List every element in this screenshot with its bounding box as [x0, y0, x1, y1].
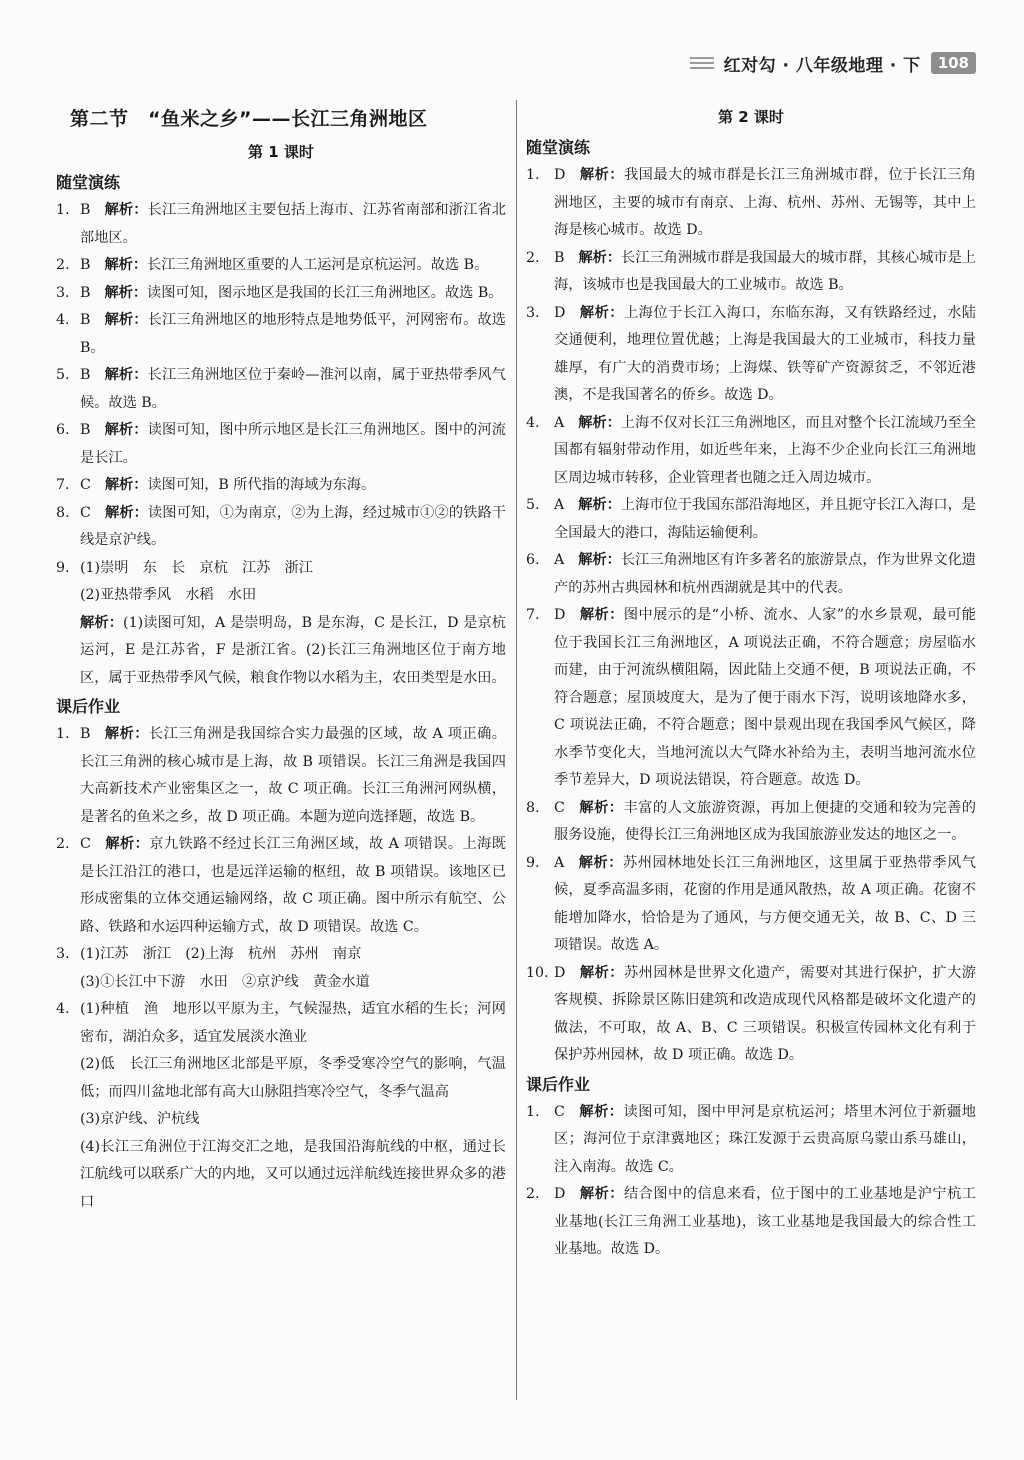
header-stripes-icon: [690, 57, 714, 69]
analysis-label: 解析：: [579, 964, 624, 981]
analysis-text: 苏州园林是世界文化遗产，需要对其进行保护，扩大游客规模、拆除景区陈旧建筑和改造成现代风格都是破坏文化遗产的做法，不可取，故 A、B、C 三项错误。积极宣传园林文化有利于保护苏州园林，故 D 项正确。故选 D。: [554, 964, 976, 1063]
answer-choice: D: [554, 607, 566, 623]
item-number: 5.: [56, 367, 70, 383]
item-number: 4.: [526, 414, 540, 431]
analysis-text: 读图可知，图示地区是我国的长江三角洲地区。故选 B。: [147, 284, 503, 301]
section-title: 第二节 “鱼米之乡”——长江三角洲地区: [70, 108, 428, 130]
analysis-text: 读图可知，B 所代指的海域为东海。: [147, 477, 376, 493]
analysis-text: 结合图中的信息来看，位于图中的工业基地是沪宁杭工业基地(长江三角洲工业基地)，该工业基地是我国最大的综合性工业基地。故选 D。: [554, 1186, 976, 1257]
analysis-label: 解析：: [579, 304, 624, 321]
right-column: [526, 100, 976, 1264]
item-number: 1.: [56, 202, 70, 218]
analysis-text: 长江三角洲是我国综合实力最强的区域，故 A 项正确。长江三角洲的核心城市是上海，故 B 项错误。长江三角洲是我国四大高新技术产业密集区之一，故 C 项正确。长江三角洲河网纵横，是著名的鱼米之乡，故 D 项正确。本题为逆向选择题，故选 B。: [80, 726, 506, 825]
analysis-text: 读图可知，①为南京，②为上海，经过城市①②的铁路干线是京沪线。: [80, 504, 506, 548]
analysis-label: 解析：: [578, 249, 622, 266]
answer-item: [56, 307, 506, 362]
analysis-text: 苏州园林地处长江三角洲地区，这里属于亚热带季风气候，夏季高温多雨，花窗的作用是通风散热，故 A 项正确。花窗不能增加降水，恰恰是为了通风，与方便交通无关，故 B、C、D 三项错误。故选 A。: [554, 854, 976, 953]
lesson-title: 第 1 课时: [248, 143, 314, 161]
answer-item: [526, 300, 976, 410]
analysis-label: 解析：: [579, 1186, 624, 1202]
answer-line: (1)江苏 浙江 (2)上海 杭州 苏州 南京: [80, 946, 362, 962]
answer-item: [526, 1181, 976, 1264]
analysis-label: 解析：: [104, 477, 148, 493]
analysis-text: (1)读图可知，A 是崇明岛，B 是东海，C 是长江，D 是京杭运河，E 是江苏省，F 是浙江省。(2)长江三角洲地区位于南方地区，属于亚热带季风气候，粮食作物以水稻为主，农田类型是水田。: [80, 614, 506, 686]
analysis-text: 长江三角洲地区的地形特点是地势低平，河网密布。故选 B。: [80, 312, 506, 356]
answer-item: [56, 252, 506, 280]
analysis-text: 上海市位于我国东部沿海地区，并且扼守长江入海口，是全国最大的港口，海陆运输便利。: [554, 497, 976, 541]
analysis-label: 解析：: [104, 726, 149, 742]
item-number: 2.: [526, 249, 540, 266]
page-number: 108: [931, 52, 976, 74]
left-column: [56, 100, 506, 1216]
answer-choice: A: [554, 497, 565, 513]
item-number: 8.: [56, 504, 70, 521]
item-number: 8.: [526, 799, 540, 816]
analysis-text: 长江三角洲地区主要包括上海市、江苏省南部和浙江省北部地区。: [80, 202, 506, 246]
analysis-label: 解析：: [578, 854, 623, 871]
answer-item: [526, 410, 976, 493]
analysis-label: 解析：: [104, 312, 148, 328]
answer-item: [56, 362, 506, 417]
page-header: [690, 50, 976, 76]
item-number: 3.: [56, 284, 70, 301]
analysis-label: 解析：: [104, 284, 148, 301]
answer-line: (3)①长江中下游 水田 ②京沪线 黄金水道: [80, 973, 370, 990]
answer-choice: A: [554, 552, 565, 568]
item-number: 4.: [56, 1001, 70, 1017]
answer-item: [526, 245, 976, 300]
answer-line: (3)京沪线、沪杭线: [80, 1111, 200, 1127]
analysis-label: 解析：: [104, 202, 148, 218]
answer-choice: D: [554, 1186, 566, 1202]
answer-item: [526, 850, 976, 960]
answer-item: [56, 500, 506, 555]
answer-item: [526, 547, 976, 602]
answer-choice: B: [80, 367, 91, 383]
answer-item: [56, 831, 506, 941]
answer-item: [56, 417, 506, 472]
answer-choice: B: [80, 202, 91, 218]
item-number: 7.: [56, 477, 70, 493]
item-number: 2.: [526, 1186, 540, 1202]
answer-choice: D: [554, 964, 566, 981]
analysis-text: 长江三角洲地区有许多著名的旅游景点，作为世界文化遗产的苏州古典园林和杭州西湖就是其中的代表。: [554, 552, 976, 596]
analysis-label: 解析：: [80, 614, 124, 631]
answer-choice: B: [80, 726, 91, 742]
answer-choice: B: [80, 312, 91, 328]
answer-item: [56, 280, 506, 308]
analysis-block: [56, 610, 506, 693]
answer-item: [56, 197, 506, 252]
answer-line: (1)种植 渔 地形以平原为主，气候湿热，适宜水稻的生长；河网密布，湖泊众多，适宜发展淡水渔业: [80, 1001, 506, 1045]
analysis-label: 解析：: [578, 497, 621, 513]
analysis-label: 解析：: [104, 257, 148, 273]
homework-heading: 课后作业: [56, 697, 121, 716]
item-number: 1.: [526, 1103, 540, 1120]
item-number: 3.: [56, 946, 70, 962]
answer-choice: D: [554, 167, 566, 183]
answer-item: [526, 492, 976, 547]
item-number: 1.: [526, 167, 540, 183]
answer-choice: D: [554, 304, 566, 321]
answer-item: [526, 960, 976, 1070]
analysis-label: 解析：: [104, 422, 148, 438]
answer-item: [526, 1099, 976, 1182]
analysis-text: 长江三角洲地区重要的人工运河是京杭运河。故选 B。: [147, 257, 489, 273]
item-number: 1.: [56, 726, 70, 742]
analysis-text: 长江三角洲地区位于秦岭—淮河以南，属于亚热带季风气候。故选 B。: [80, 367, 506, 411]
item-number: 9.: [56, 559, 70, 576]
analysis-label: 解析：: [578, 1103, 624, 1120]
practice-heading: 随堂演练: [56, 173, 121, 192]
analysis-label: 解析：: [579, 167, 624, 183]
item-number: 4.: [56, 312, 70, 328]
answer-item-3: [56, 941, 506, 969]
answer-choice: C: [554, 1103, 565, 1120]
answer-item: [526, 795, 976, 850]
column-divider: [516, 100, 517, 1400]
item-number: 9.: [526, 854, 540, 871]
answer-item: [526, 602, 976, 795]
item-number: 6.: [526, 552, 540, 568]
item-number: 6.: [56, 422, 70, 438]
item-number: 3.: [526, 304, 540, 321]
book-title: 红对勾 · 八年级地理 · 下: [723, 55, 921, 76]
lesson-title: 第 2 课时: [718, 108, 784, 126]
analysis-label: 解析：: [578, 799, 624, 816]
answer-item-9: [56, 555, 506, 583]
item-number: 2.: [56, 836, 70, 852]
homework-heading: 课后作业: [526, 1074, 591, 1094]
answer-choice: B: [80, 257, 91, 273]
analysis-text: 丰富的人文旅游资源，再加上便捷的交通和较为完善的服务设施，使得长江三角洲地区成为我国旅游业发达的地区之一。: [554, 799, 976, 843]
analysis-label: 解析：: [578, 414, 621, 431]
answer-line: (2)低 长江三角洲地区北部是平原，冬季受寒冷空气的影响，气温低；而四川盆地北部有高大山脉阻挡寒冷空气，冬季气温高: [80, 1056, 506, 1100]
analysis-text: 上海不仅对长江三角洲地区，而且对整个长江流域乃至全国都有辐射带动作用，如近些年来，上海不少企业向长江三角洲地区周边城市转移，企业管理者也随之迁入周边城市。: [554, 414, 976, 486]
answer-choice: C: [80, 477, 91, 493]
answer-line: (2)亚热带季风 水稻 水田: [80, 587, 257, 603]
practice-heading: 随堂演练: [526, 138, 591, 157]
answer-choice: B: [80, 284, 91, 301]
analysis-text: 读图可知，图中甲河是京杭运河；塔里木河位于新疆地区；海河位于京津冀地区；珠江发源于云贵高原乌蒙山系马雄山，注入南海。故选 C。: [554, 1103, 976, 1175]
answer-choice: A: [554, 854, 565, 871]
analysis-text: 我国最大的城市群是长江三角洲城市群，位于长江三角洲地区，主要的城市有南京、上海、杭州、苏州、无锡等，其中上海是核心城市。故选 D。: [554, 167, 976, 238]
answer-item: [56, 472, 506, 500]
answer-choice: A: [554, 414, 565, 431]
answer-choice: C: [554, 799, 565, 816]
answer-choice: C: [80, 504, 91, 521]
analysis-label: 解析：: [578, 552, 621, 568]
answer-choice: B: [80, 422, 91, 438]
analysis-text: 读图可知，图中所示地区是长江三角洲地区。图中的河流是长江。: [80, 422, 506, 466]
answer-item-4: [56, 996, 506, 1051]
item-number: 7.: [526, 607, 540, 623]
answer-line: (1)崇明 东 长 京杭 江苏 浙江: [80, 559, 313, 576]
analysis-text: 长江三角洲城市群是我国最大的城市群，其核心城市是上海，该城市也是我国最大的工业城市。故选 B。: [554, 249, 976, 293]
analysis-label: 解析：: [104, 836, 150, 852]
analysis-label: 解析：: [104, 367, 148, 383]
answer-choice: C: [80, 836, 91, 852]
item-number: 10.: [526, 964, 549, 981]
analysis-text: 京九铁路不经过长江三角洲区域，故 A 项错误。上海既是长江沿江的港口，也是远洋运输的枢纽，故 B 项错误。该地区已形成密集的立体交通运输网络，故 C 项正确。图中所示有航空、公路、铁路和水运四种运输方式，故 D 项错误。故选 C。: [80, 836, 506, 935]
answer-item: [56, 721, 506, 831]
item-number: 2.: [56, 257, 70, 273]
item-number: 5.: [526, 497, 540, 513]
answer-line: (4)长江三角洲位于江海交汇之地，是我国沿海航线的中枢，通过长江航线可以联系广大的内地，又可以通过远洋航线连接世界众多的港口: [80, 1138, 506, 1210]
analysis-label: 解析：: [104, 504, 148, 521]
answer-item: [526, 162, 976, 245]
analysis-label: 解析：: [579, 607, 624, 623]
analysis-text: 上海位于长江入海口，东临东海，又有铁路经过，水陆交通便利，地理位置优越；上海是我国最大的工业城市，科技力量雄厚，有广大的消费市场；上海煤、铁等矿产资源贫乏，不邻近港澳，不是我国著名的侨乡。故选 D。: [554, 304, 976, 403]
answer-choice: B: [554, 249, 565, 266]
analysis-text: 图中展示的是“小桥、流水、人家”的水乡景观，最可能位于我国长江三角洲地区，A 项说法正确，不符合题意；房屋临水而建，由于河流纵横阻隔，因此陆上交通不便，B 项说法正确，不符合题意；屋顶坡度大，是为了便于雨水下泻，说明该地降水多，C 项说法正确，不符合题意；图中景观出现在我国季风气候区，降水季节变化大，当地河流以大气降水补给为主，表明当地河流水位季节差异大，D 项说法错误，符合题意。故选 D。: [554, 607, 976, 788]
